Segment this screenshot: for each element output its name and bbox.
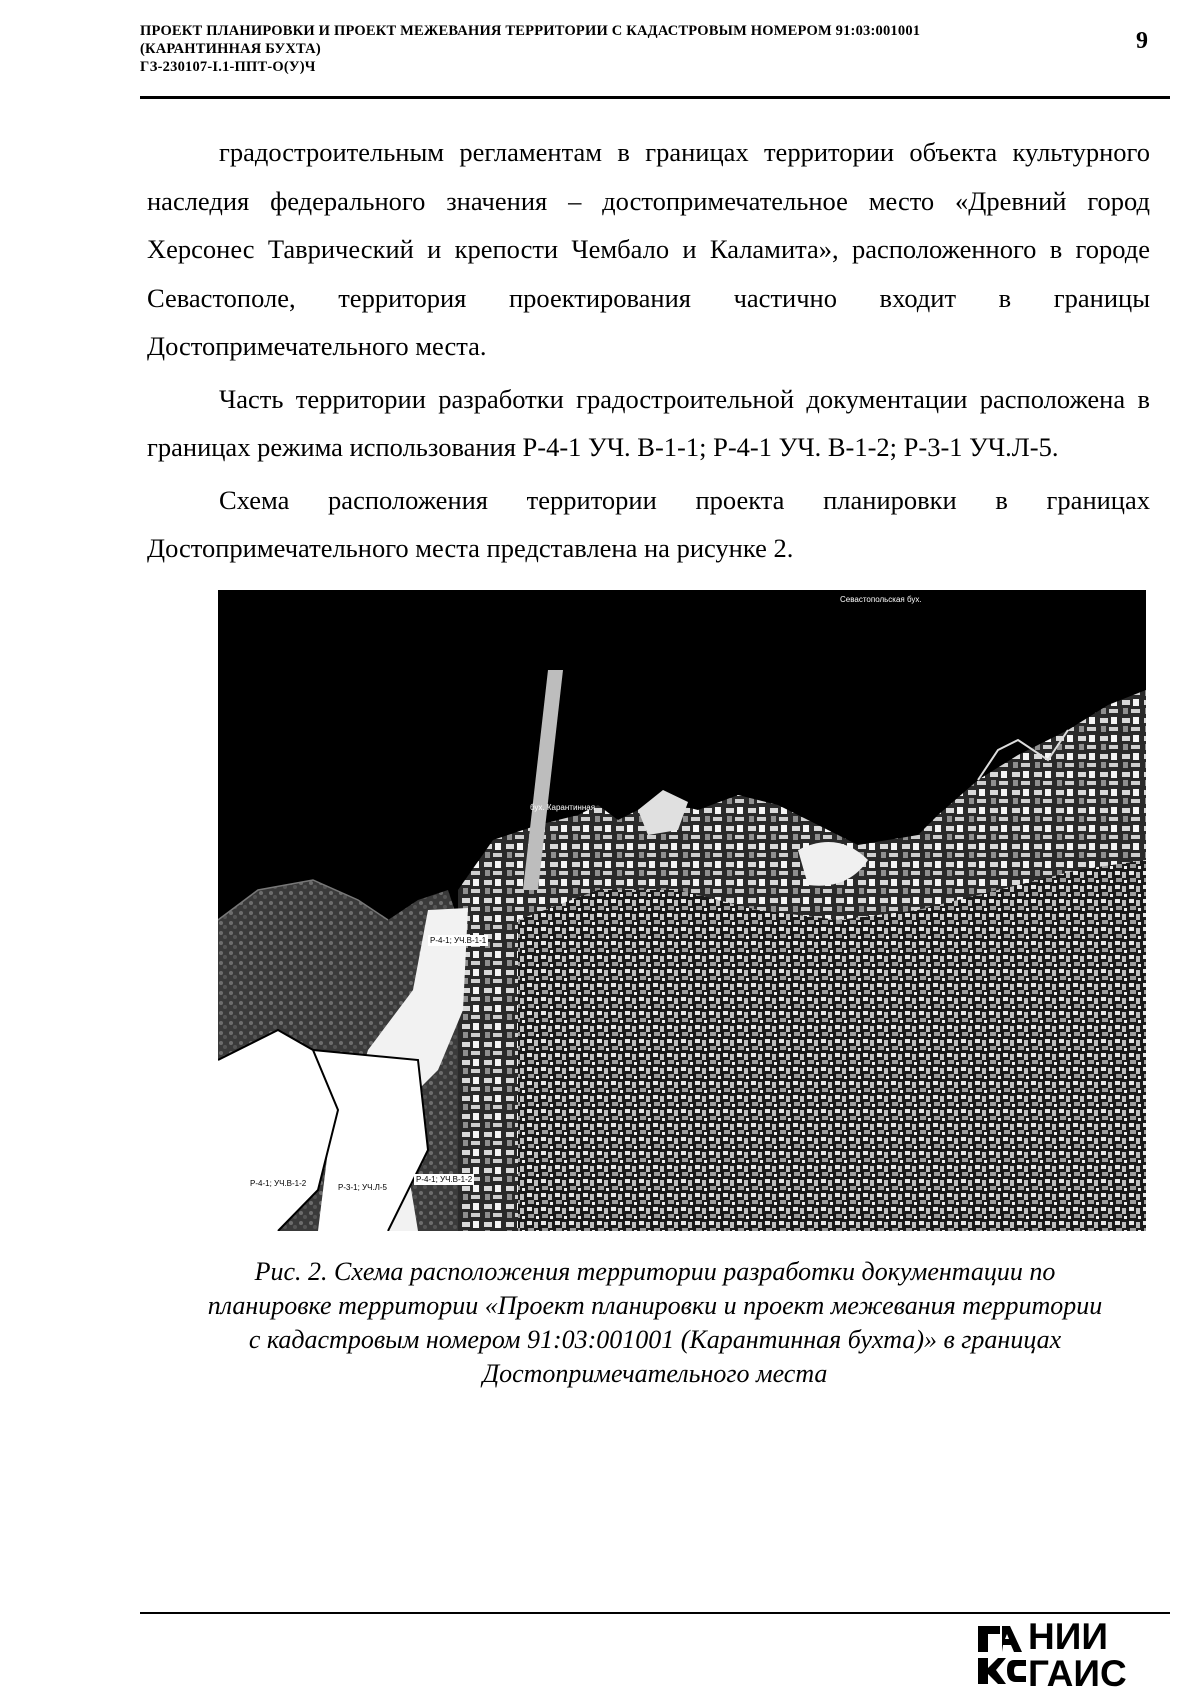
logo-text-line-2: ГАИС xyxy=(1028,1653,1127,1694)
page-header xyxy=(140,22,1170,96)
paragraph-2: Часть территории разработки градостроительной документации расположена в границах режима использования Р-4-1 УЧ. В-1-1; Р-4-1 УЧ. В-1-2; Р-3-1 УЧ.Л-5. xyxy=(147,383,1150,462)
paragraph-3: Схема расположения территории проекта планировки в границах Достопримечательного места представлена на рисунке 2. xyxy=(147,484,1150,563)
aerial-map-image xyxy=(218,590,1146,1231)
caption-line-1: Рис. 2. Схема расположения территории разработки документации по xyxy=(254,1257,1056,1286)
caption-line-3: с кадастровым номером 91:03:001001 (Карантинная бухта)» в границах xyxy=(248,1325,1062,1354)
logo-text xyxy=(1028,1618,1127,1692)
document-title xyxy=(140,22,1040,76)
document-code: ГЗ-230107-I.1-ППТ-О(У)Ч xyxy=(140,59,316,75)
document-title-line-2: (КАРАНТИННАЯ БУХТА) xyxy=(140,41,321,57)
document-title-line-1: ПРОЕКТ ПЛАНИРОВКИ И ПРОЕКТ МЕЖЕВАНИЯ ТЕРРИТОРИИ С КАДАСТРОВЫМ НОМЕРОМ 91:03:001001 xyxy=(140,23,921,39)
paragraph-1: градостроительным регламентам в границах территории объекта культурного наследия федерального значения – достопримечательное место «Древний город Херсонес Таврический и крепости Чембало и Каламита», расположенного в городе Севастополе, территория проектирования частично входит в границы Достопримечательного места. xyxy=(147,137,1150,361)
organization-logo xyxy=(976,1618,1166,1692)
caption-line-2: планировке территории «Проект планировки и проект межевания территории xyxy=(207,1291,1103,1320)
bay-label-karantinnaya: бух. Карантинная xyxy=(530,803,596,812)
zone-label-r41-v12-right: Р-4-1; УЧ.В-1-2 xyxy=(416,1175,473,1184)
body-text xyxy=(147,128,1150,577)
logo-mark-icon xyxy=(976,1622,1028,1688)
figure-caption xyxy=(140,1255,1170,1391)
header-divider xyxy=(140,96,1170,99)
aerial-map-figure xyxy=(218,590,1146,1231)
zone-label-r41-v12-left: Р-4-1; УЧ.В-1-2 xyxy=(250,1179,307,1188)
bay-label-sevastopol: Севастопольская бух. xyxy=(840,595,922,604)
page-number: 9 xyxy=(1136,28,1148,54)
zone-label-r31-l5: Р-3-1; УЧ.Л-5 xyxy=(338,1183,388,1192)
caption-line-4: Достопримечательного места xyxy=(482,1359,828,1388)
footer-divider xyxy=(140,1612,1170,1614)
logo-text-line-1: НИИ xyxy=(1028,1616,1108,1657)
zone-label-r41-v11: Р-4-1; УЧ.В-1-1 xyxy=(430,936,487,945)
